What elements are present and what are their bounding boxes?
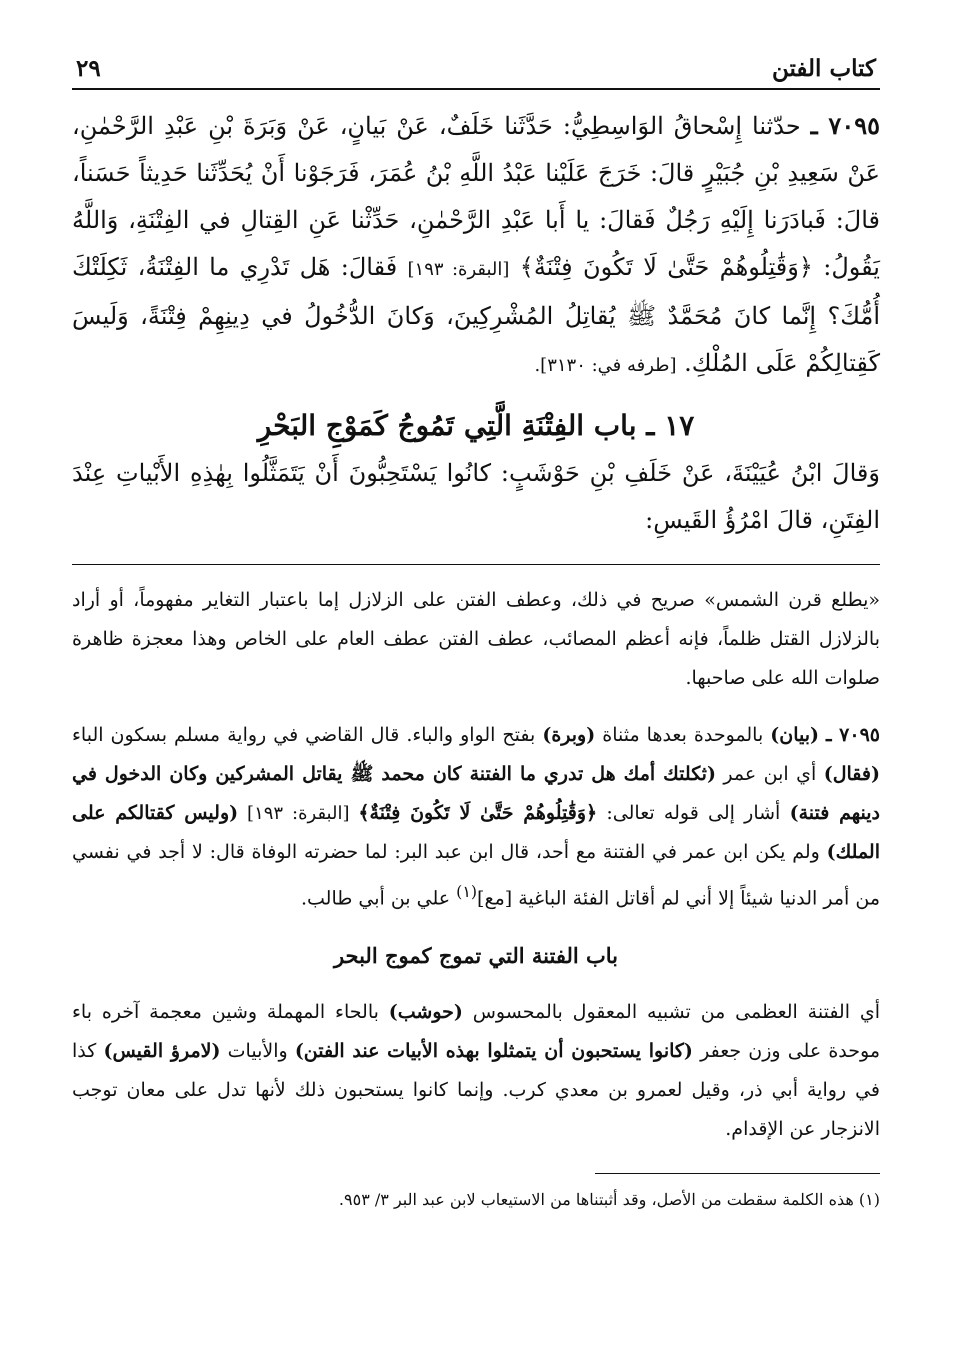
hadith-number: ٧٠٩٥ ـ xyxy=(810,111,880,140)
comm-text: أي ابن عمر xyxy=(715,763,824,785)
comm-number: ٧٠٩٥ ـ xyxy=(826,724,880,746)
comm-text: بالحاء المهملة وشين معجمة آخره باء موحدة على وزن جعفر xyxy=(72,1001,881,1063)
comm-ref: [البقرة: ١٩٣] xyxy=(238,803,359,824)
comm-faqala: (فقال) xyxy=(823,763,880,785)
footnote-ref: (١) xyxy=(456,882,478,901)
comm-quote-3: (كانوا يستحبون أن يتمثلوا بهذه الأبيات عند الفتن) xyxy=(294,1040,693,1063)
page-number: ٢٩ xyxy=(76,55,101,82)
hadith-body-2: فَقالَ: هَل تَدْرِي ما الفِتْنَةُ، ثَكِلَتْكَ أُمُّكَ؟ إِنَّما كانَ مُحَمَّدٌ ﷺ يُقاتِلُ المُشْرِكِينَ، وَكانَ الدُّخُولُ في دِينِهِمْ فِتْنَةً، وَلَيسَ كَقِتالِكُمْ عَلَى المُلْكِ. xyxy=(72,253,880,377)
comm-text: علي بن أبي طالب. xyxy=(300,887,457,910)
comm-wabara: (وبرة) xyxy=(542,724,596,746)
footnote-marker: (١) xyxy=(858,1190,880,1210)
commentary-subheading: باب الفتنة التي تموج كموج البحر xyxy=(333,943,619,969)
comm-text: بالموحدة بعدها مثناة xyxy=(595,724,771,746)
page-header xyxy=(72,40,880,90)
comm-text: أشار إلى قوله تعالى: xyxy=(597,802,790,824)
comm-imru: (لامرؤ القيس) xyxy=(103,1040,221,1063)
comm-text: والأبيات xyxy=(220,1040,295,1063)
hadith-ref-2: [طرفه في: ٣١٣٠]. xyxy=(534,355,677,376)
comm-text: بفتح الواو والباء. قال القاضي في رواية مسلم بسكون الباء xyxy=(72,724,543,746)
footnote xyxy=(72,1186,880,1214)
hadith-text xyxy=(72,102,880,389)
comm-hawshab: (حوشب) xyxy=(388,1001,463,1024)
commentary xyxy=(72,581,880,1149)
comm-text: ولم يكن ابن عمر في الفتنة مع أحد، قال ابن عبد البر: لما حضرته الوفاة قال: لا أجد في نفسي من أمر الدنيا شيئاً إلا أني لم أقاتل الفئة الباغية [مع] xyxy=(72,841,880,910)
comm-quote-2: (وليس كقتالكم على الملك) xyxy=(72,802,880,863)
commentary-para-3 xyxy=(72,993,880,1149)
book-title: كتاب الفتن xyxy=(771,55,876,82)
comm-text: كذا في رواية أبي ذر، وقيل لعمرو بن معدي كرب. وإنما كانوا يستحبون ذلك لأنها تدل على معان توجب الانزجار عن الإقدام. xyxy=(72,1040,880,1141)
comm-bayan: (بيان) xyxy=(770,724,819,746)
footnote-separator xyxy=(595,1173,880,1174)
chapter-title: ١٧ ـ باب الفِتْنَةِ الَّتِي تَمُوجُ كَمَوْجِ البَحْرِ xyxy=(257,409,695,442)
footnote-text: هذه الكلمة سقطت من الأصل، وقد أثبتناها من الاستيعاب لابن عبد البر ٣/ ٩٥٣. xyxy=(338,1190,854,1210)
comm-quote: (ثكلتك أمك هل تدري ما الفتنة كان محمد ﷺ يقاتل المشركين وكان الدخول في دينهم فتنة) xyxy=(72,763,881,824)
hadith-body-1: حدّثنا إِسْحاقُ الوَاسِطِيُّ: حَدَّثَنا خَلَفٌ، عَنْ بَيانٍ، عَنْ وَبَرَةَ بْنِ عَبْدِ الرَّحْمٰنِ، عَنْ سَعِيدِ بْنِ جُبَيْرٍ قالَ: خَرَجَ عَلَيْنا عَبْدُ اللَّهِ بْنُ عُمَرَ، فَرَجَوْنا أَنْ يُحَدِّثَنا حَدِيثاً حَسَناً، قالَ: فَبادَرَنا إِلَيْهِ رَجُلٌ فَقالَ: يا أَبا عَبْدِ الرَّحْمٰنِ، حَدِّثْنا عَنِ القِتالِ في الفِتْنَةِ، وَاللَّهُ يَقُولُ: ﴿وَقَٰتِلُوهُمْ حَتَّىٰ لَا تَكُونَ فِتْنَةٌ﴾ xyxy=(72,112,880,281)
comm-text: أي الفتنة العظمى من تشبيه المعقول بالمحسوس xyxy=(462,1001,880,1024)
hadith-ref-1: [البقرة: ١٩٣] xyxy=(407,259,510,280)
page xyxy=(72,40,880,1214)
commentary-para-1: «يطلع قرن الشمس» صريح في ذلك، وعطف الفتن على الزلازل إما باعتبار التغاير مفهوماً، أو أراد بالزلازل القتل ظلماً، فإنه أعظم المصائب، عطف الفتن عطف العام على الخاص وهذا معجزة ظاهرة صلوات الله على صاحبها. xyxy=(72,589,880,689)
comm-quran: ﴿وَقَٰتِلُوهُمْ حَتَّىٰ لَا تَكُونَ فِتْنَةٌ﴾ xyxy=(358,802,598,824)
chapter-text-block xyxy=(72,450,880,544)
chapter-text: وَقالَ ابْنُ عُيَيْنَةَ، عَنْ خَلَفِ بْنِ حَوْشَبٍ: كانُوا يَسْتَحِبُّونَ أَنْ يَتَمَثَّلُوا بِهٰذِهِ الأَبْياتِ عِنْدَ الفِتَنِ، قالَ امْرُؤُ القَيسِ: xyxy=(72,459,880,534)
commentary-separator xyxy=(72,564,880,565)
commentary-para-2 xyxy=(72,716,880,918)
